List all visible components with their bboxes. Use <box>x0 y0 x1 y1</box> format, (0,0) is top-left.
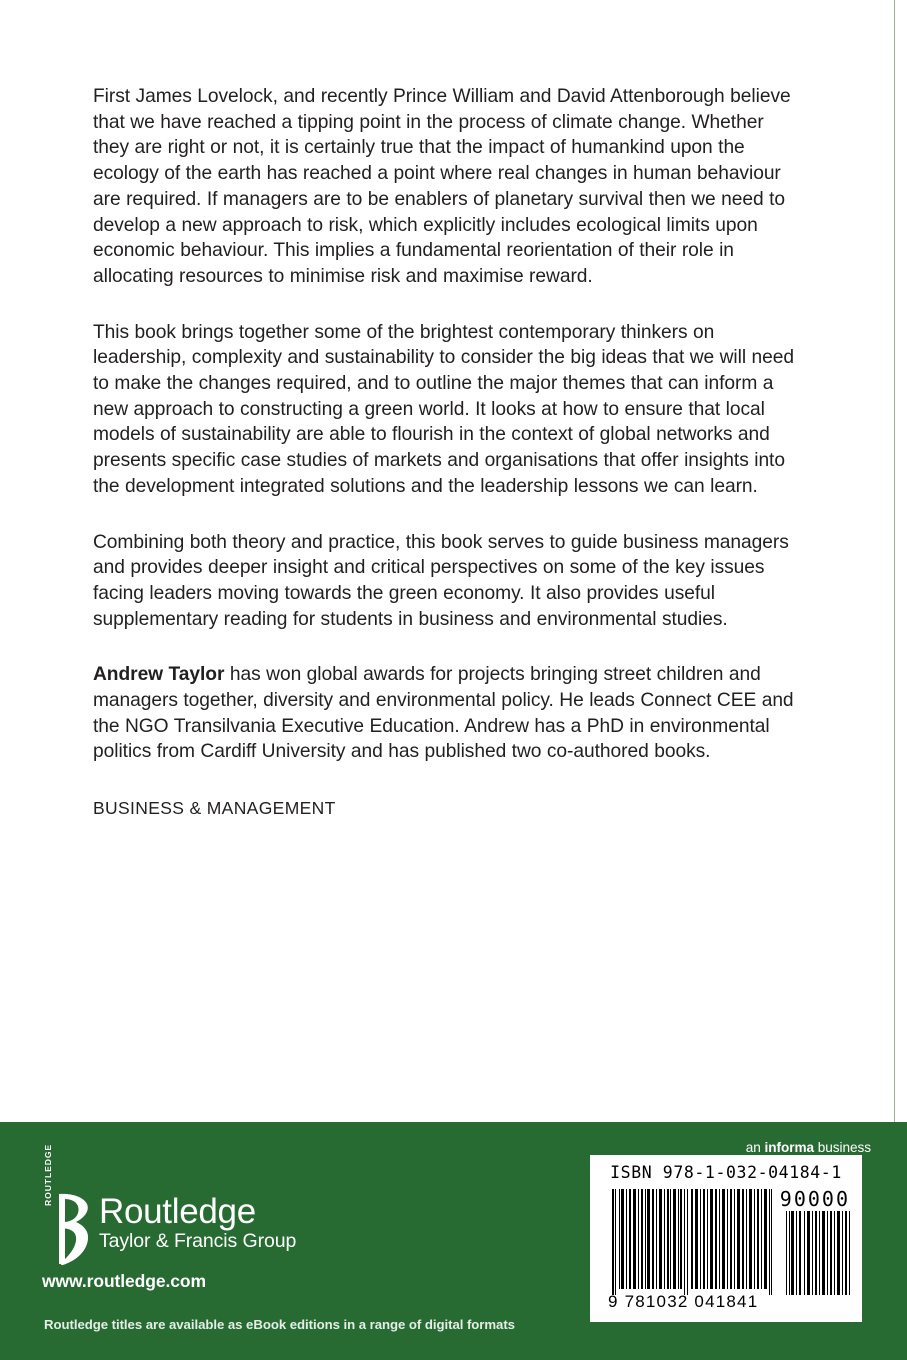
taylor-francis-tagline: Taylor & Francis Group <box>99 1230 297 1252</box>
informa-brand: informa <box>764 1140 815 1155</box>
routledge-website-link[interactable]: www.routledge.com <box>42 1271 206 1291</box>
author-bio-text: has won global awards for projects bringing street children and managers together, diversity and environmental policy. He leads Connect CEE and the NGO Transilvania Executive Education. Andrew has a PhD in environmental politics from Cardiff University and has published two co-authored books. <box>93 664 794 763</box>
blurb-paragraph-2: This book brings together some of the brightest contemporary thinkers on leadership, complexity and sustainability to consider the big ideas that we will need to make the changes required, and to outline the major themes that can inform a new approach to constructing a green world. It looks at how to ensure that local models of sustainability are able to flourish in the context of global networks and presents specific case studies of markets and organisations that offer insights into the development integrated solutions and the leadership lessons we can learn. <box>93 321 795 497</box>
blurb-paragraph-3: Combining both theory and practice, this book serves to guide business managers and provides deeper insight and critical perspectives on some of the key issues facing leaders moving towards the green economy. It also provides useful supplementary reading for students in business and environmental studies. <box>93 531 789 630</box>
informa-business-line <box>746 1140 871 1155</box>
ean13-barcode-bars-icon <box>612 1189 772 1295</box>
routledge-brand-name: Routledge <box>99 1192 256 1231</box>
informa-suffix: business <box>814 1140 871 1155</box>
author-bio-paragraph <box>93 662 799 765</box>
informa-prefix: an <box>745 1140 765 1155</box>
routledge-logo-block[interactable] <box>42 1143 297 1292</box>
author-name: Andrew Taylor <box>93 664 225 686</box>
isbn-number-text: ISBN 978-1-032-04184-1 <box>610 1163 842 1182</box>
trim-rule-divider <box>894 0 895 1122</box>
publisher-footer-band <box>0 1122 907 1360</box>
routledge-r-mark-icon <box>42 1143 90 1266</box>
ean13-human-readable-digits: 9 781032 041841 <box>608 1292 759 1311</box>
blurb-paragraph-1: First James Lovelock, and recently Prince William and David Attenborough believe that we have reached a tipping point in the process of climate change. Whether they are right or not, it is certainly true that the impact of humankind upon the ecology of the earth has reached a point where real changes in human behaviour are required. If managers are to be enablers of planetary survival then we need to develop a new approach to risk, which explicitly includes ecological limits upon economic behaviour. This implies a fundamental reorientation of their role in allocating resources to minimise risk and maximise reward. <box>93 86 791 287</box>
barcode-addon-price-code: 90000 <box>779 1187 850 1211</box>
category-label: BUSINESS & MANAGEMENT <box>93 798 336 818</box>
ebook-availability-note: Routledge titles are available as eBook editions in a range of digital formats <box>44 1317 515 1332</box>
routledge-vertical-wordmark: ROUTLEDGE <box>43 1143 53 1206</box>
isbn-barcode-panel <box>590 1155 862 1322</box>
barcode-addon-bars-icon <box>786 1211 850 1295</box>
blurb-text-block <box>93 84 799 795</box>
